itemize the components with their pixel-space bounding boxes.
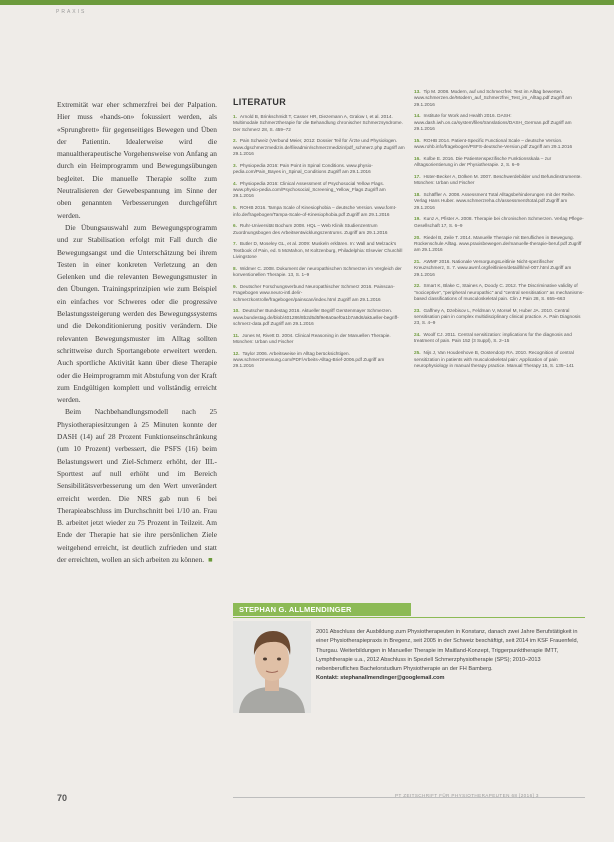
body-paragraph: Die Übungsauswahl zum Bewegungsprogramm und zur Stabilisation erfolgt mit Fall durch die Bewegungsangst und die Unterschätzung bei ihrem Testen in einer konkreten Verletzung an den Gelenken und die relevanten Bewegungsmuster in den Übungen. Trainingsprinzipien wie zum Beispiel ein einfaches vor Schweres oder die progressive Belastungssteigerung werden des Bewegungssystems und die Dekonditionierung positiv verändern. Die relevanten Bewegungsmuster im Alltag sollten schrittweise durch Sportangebote erweitert werden. Auch sportliche Aktivität kann über diese Therapie oder die Heimprogramm mit Abstufung von der Kraft zum Endgültigen komplett und vollständig erreicht werden. (57, 222, 217, 405)
reference-number: 22. (414, 283, 421, 289)
reference-text: Physiopedia 2016: Pain Point in Spinal Conditions. www.physio-pedia.com/Pain_Bayes in_Spinal_Conditions Zugriff am 29.1.2016 (233, 162, 373, 175)
reference-item (414, 308, 584, 327)
reference-number: 14. (414, 113, 421, 119)
reference-item (233, 163, 405, 176)
reference-number: 21. (414, 258, 421, 264)
reference-item (414, 332, 584, 345)
reference-text: ROHB 2016. Tampa Scale of Kinesiophobia – deutsche Version. www.fomt-info.de/fragebogen/Tampa-Scale-of-Kinesiophobia.pdf Zugriff am 29.1.2016 (233, 205, 397, 217)
reference-item (233, 205, 405, 218)
reference-text: Deutscher Bundestag 2016. Aktueller Begriff Gerstenmayer Schmerzen. www.bundestag.de/blob/401286/8b2d5d5f9e8a0aef0a1b7a9d6/aktueller-begriff-schmerz-data.pdf Zugriff am 29.1.2016 (233, 308, 399, 326)
reference-item (414, 216, 584, 229)
reference-text: Jones M, Rivett D. 2004. Clinical Reasoning in der Manuellen Therapie. München: Urban und Fischer (233, 332, 391, 345)
reference-text: Smart K, Blake C, Staines A, Doody C. 2012. The Discriminative validity of "nociceptive", "peripheral neuropathic" and "central sensitisation" as mechanisms-based classifications of musculoskeletal pain. Clin J Pain 28, S. 655–663 (414, 283, 584, 301)
reference-number: 7. (233, 241, 237, 247)
reference-item (414, 174, 584, 187)
reference-text: Physiopedia 2016: Clinical Assessment of Psychosocial Yellow Flags. www.physio-pedia.com/Psychosocial_Screening_Yellow_Flags Zugriff am 29.1.2016 (233, 180, 386, 199)
reference-item (233, 351, 405, 370)
reference-text: Widmer C. 2008. Dokument der neuropathischen Schmerzen im Vergleich der konventionellen Therapie. 13, S. 1–9 (233, 265, 402, 278)
reference-number: 24. (414, 332, 421, 338)
reference-number: 17. (414, 173, 421, 179)
footer-journal-info: PT ZEITSCHRIFT FÜR PHYSIOTHERAPEUTEN 68 [2016] 3 (395, 793, 539, 798)
reference-text: Gaffney A, Dzebisov L, Feldman V, Morsel M, Huber JA. 2010. Central sensitisation pain in complex multidisciplinary clinical practice. A. Pain Diagnosis 23, S. 4–9 (414, 307, 581, 326)
reference-item (414, 192, 584, 211)
reference-number: 16. (414, 155, 421, 161)
reference-list-col1 (233, 114, 405, 375)
reference-number: 1. (233, 114, 237, 119)
reference-number: 15. (414, 137, 421, 143)
literature-heading: LITERATUR (233, 97, 287, 107)
reference-number: 11. (233, 332, 240, 338)
page-number: 70 (57, 793, 68, 803)
reference-item (233, 181, 405, 200)
reference-number: 2. (233, 138, 237, 144)
reference-number: 3. (233, 162, 237, 168)
reference-item (414, 89, 584, 108)
reference-text: Tip M. 2008. Modern, auf und Schmerzfrei: Test im Alltag bewerten. www.schmerzen.de/Modern_auf_Schmerzfrei_Test_im_Alltag.pdf Zugriff am 29.1.2016 (414, 89, 572, 107)
reference-text: Institute for Work and Health 2016. DASH: www.dash.iwh.on.ca/system/files/translations/DASH_German.pdf Zugriff am 29.1.2016 (414, 113, 572, 131)
reference-number: 18. (414, 192, 421, 198)
body-paragraph: Extremität war eher schmerzfrei bei der Palpation. Hier muss «hands-on» fokussiert werden, als «Sprungbrett» für gegenseitiges Bewegen und Üben der Patientin. Idealerweise wird die manualtherapeutische Vorgehensweise von Anfang an durch ein Heimprogramm und Bewegungsübungen begleitet. Die manuelle Therapie sollte zum Neutralisieren der Gewebespannung im Sinne der oben genannten Verbesserungen durchgeführt werden. (57, 100, 217, 220)
reference-text: Nijs J, Van Houdenhove B, Oostendorp RA. 2010. Recognition of central sensitization in patients with musculoskeletal pain: Application of pain neurophysiology in manual therapy practice. Manual Therapy 15, S. 135–141 (414, 350, 574, 368)
reference-text: Kolbe E. 2016. Die Patientenspezifische Funktionsskala – zur Alltagsorientierung in der Physiotherapie. 2, S. 6–9 (414, 155, 552, 168)
reference-item (233, 308, 405, 327)
bio-contact: Kontakt: stephanallmendinger@googlemail.com (316, 675, 445, 682)
reference-text: Hüter-Becker A, Dölken M. 2007. Beschwerdebilder und Befundinstrumente. München: Urban und Fischer (414, 173, 582, 186)
reference-number: 8. (233, 265, 237, 271)
reference-item (414, 350, 584, 369)
reference-number: 13. (414, 89, 421, 94)
reference-text: Butler D, Moseley GL, et al. 2009: Muskeln erklären. In: Wall and Melzack's Textbook of Pain, ed. 5 McMahon, M Koltzenburg, Philadelphia: Elsevier Churchill Livingstone (233, 241, 403, 260)
article-body (57, 99, 217, 566)
reference-item (233, 284, 405, 303)
reference-number: 19. (414, 216, 421, 222)
reference-number: 10. (233, 308, 240, 314)
reference-item (414, 259, 584, 278)
reference-text: Arnold B, Brinkschmidt T, Casser HR, Diezemann A, Gralow I, et al. 2014. Multimodale Schmerztherapie für die Behandlung chronischer Schmerzsyndrome. Der Schmerz 28, S. 459–72 (233, 114, 403, 132)
reference-item (233, 333, 405, 346)
end-mark: ■ (208, 554, 213, 564)
reference-item (233, 223, 405, 236)
reference-item (414, 113, 584, 132)
reference-text: Ruhr-Universität Bochum 2008. HQL – Web Klinik Studienzentrum Zuordnungsbogen des Arbeitsentwicklungszentrums. Zugriff am 29.1.2016 (233, 223, 388, 235)
author-bio-header: STEPHAN G. ALLMENDINGER (233, 603, 411, 616)
reference-text: Woolf CJ. 2011. Central sensitization: implications for the diagnosis and treatment of pain. Pain 152 (3 Suppl), S. 2–15 (414, 332, 572, 344)
author-portrait-illustration (233, 621, 311, 713)
reference-text: ROHB 2014. Patient-Specific Functional Scale – deutsche Version. www.rohb.info/fragebogen/PSFS-deutsche-Version.pdf Zugriff am 29.1.2016 (414, 137, 573, 150)
reference-item (233, 114, 405, 133)
reference-number: 5. (233, 205, 237, 211)
reference-text: AWMF 2016. Nationale VersorgungsLeitlinie Nicht-spezifischer Kreuzschmerz, S. 7. www.awmf.org/leitlinien/detail/ll/nvl-007.html Zugriff am 29.1.2016 (414, 258, 572, 277)
reference-text: Kunz A, Pfister A. 2008. Therapie bei chronischen Schmerzen. Verlag Pflege-Gesellschaft 17, S. 6–9 (414, 216, 584, 228)
reference-text: Schäffler A. 2008. Assessment Total Alltagsbehinderungen mit der Reihe. Verlag Hans Huber. www.schmerzreha.ch/assessment/total.pdf Zugriff am 29.1.2016 (414, 192, 576, 210)
running-head: PRAXIS (56, 9, 87, 15)
bio-text: 2001 Abschluss der Ausbildung zum Physiotherapeuten in Konstanz, danach zwei Jahre Berufstätigkeit in einer Physiotherapiepraxis in Bregenz, seit 2005 in der Schweiz beschäftigt, seit 2014 im KSF Frauenfeld, Thurgau. Weiterbildungen in Manueller Therapie im Maitland-Konzept, Triggerpunkttherapie IMTT, Lymphtherapie u.a., 2012 Abschluss in Speziell Schmerzphysiotherapie (SPS); 2010–2013 nebenberufliches Bachelorstudium Physiotherapie an der FH Bamberg. (316, 629, 579, 673)
reference-number: 6. (233, 223, 237, 229)
reference-text: Riedel B, Zeile T. 2014. Manuelle Therapie mit Beruflichen in Bewegung. Rückenschule Alltag. www.praxisbewegen.de/manuelle-therapie-beruf.pdf Zugriff am 29.1.2016 (414, 234, 582, 253)
reference-number: 12. (233, 350, 240, 356)
reference-item (414, 156, 584, 169)
body-paragraph-text: Beim Nachbehandlungsmodell nach 25 Physiotherapiesitzungen à 25 Minuten konnte der DASH (14) auf 28 Prozent Funktionseinschränkung (um 10 Prozent) verbessert, die PSFS (16) beim Belastungswert und Ziel-Schmerz erhöht, der IIL-Sporttest auf null erhöht und im Bereich Sensibilitätsverbesserung um den Wert unverändert erreicht werden. Die NRS gab nun 6 bei Therapieabschluss im Durchschnitt bei 1/10 an. Frau B. arbeitet jetzt wieder zu 75 Prozent in Teilzeit. Am Ende der Therapie hat sie ihre persönlichen Ziele weitgehend erreicht, ist deutlich zufrieden und statt der erreichten, wollen an sich arbeiten zu können. (57, 407, 217, 564)
reference-item (414, 283, 584, 302)
reference-item (233, 138, 405, 157)
reference-number: 25. (414, 350, 421, 356)
reference-number: 9. (233, 283, 237, 289)
reference-text: Pain Schweiz (Verbund Meier, 2012: Dossier Teil für Ärzte und Physiologen. www.dgschmerzmedizin.de/fileadmin/schmerzmedizin/pdf_schmerz.php Zugriff am 29.1.2016 (233, 138, 405, 156)
reference-item (414, 235, 584, 254)
reference-number: 20. (414, 234, 421, 240)
reference-number: 4. (233, 180, 237, 186)
reference-item (233, 241, 405, 260)
reference-item (414, 138, 584, 151)
bio-divider (233, 617, 585, 618)
reference-text: Taylor 2006. Arbeitsweise im Alltag berücksichtigen. www.schmerzmessung.com/PDF/Arbeits-Alltag-Brief-2006.pdf Zugriff am 29.1.2016 (233, 350, 385, 369)
body-paragraph (57, 406, 217, 566)
reference-number: 23. (414, 307, 421, 313)
author-bio (316, 628, 584, 684)
author-photo (233, 621, 311, 713)
reference-list-col2 (414, 89, 584, 375)
reference-text: Deutscher Forschungsverbund Neuropathischer Schmerz 2016. Painscan-Fragebogen www.neuro-intl.de/ir-schmerzkontrolle/fragebogen/painscan/index.html Zugriff am 29.1.2016 (233, 283, 395, 302)
top-color-band (0, 0, 614, 5)
reference-item (233, 266, 405, 279)
